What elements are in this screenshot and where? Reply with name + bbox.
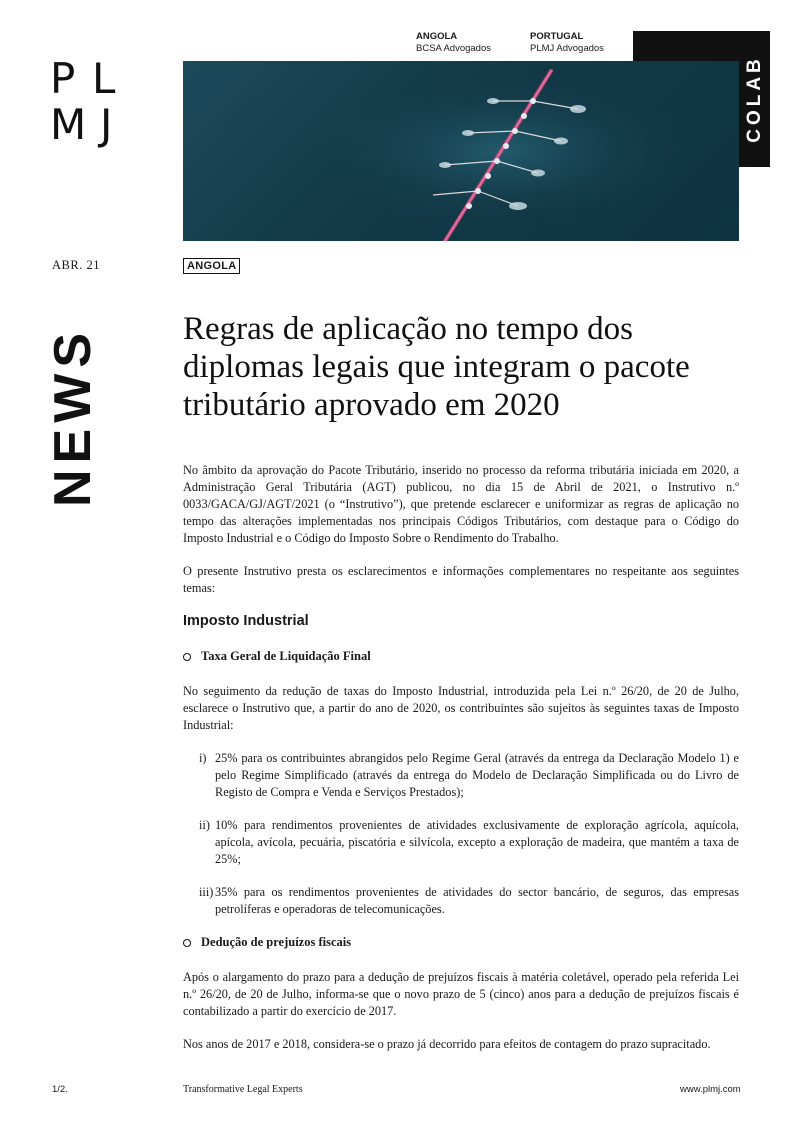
circle-bullet-icon (183, 939, 191, 947)
hero-image-rowing (183, 61, 739, 241)
office-angola (416, 31, 491, 55)
article-title: Regras de aplicação no tempo dos diplomas legais que integram o pacote tributário aprovado em 2020 (183, 311, 690, 423)
subsection-title: Dedução de prejuízos fiscais (201, 935, 352, 949)
logo-letter-l: L (92, 54, 118, 103)
subsection-heading (183, 648, 739, 665)
subsection-heading (183, 934, 739, 951)
news-label: NEWS (44, 327, 102, 507)
section-heading: Imposto Industrial (183, 613, 309, 629)
list-item-text: 35% para os rendimentos provenientes de atividades do sector bancário, de seguros, das empresas petrolíferas e operadoras de telecomunicações. (215, 885, 739, 916)
colab-tag (739, 31, 770, 167)
intro-paragraph: O presente Instrutivo presta os esclarecimentos e informações complementares no respeitante aos seguintes temas: (183, 564, 739, 595)
office-country: PORTUGAL (530, 31, 584, 42)
footer-tagline: Transformative Legal Experts (183, 1084, 303, 1095)
list-item-number: iii) (199, 885, 214, 899)
subsection-title: Taxa Geral de Liquidação Final (201, 649, 371, 663)
office-firm: PLMJ Advogados (530, 43, 604, 54)
footer-url[interactable]: www.plmj.com (680, 1084, 741, 1095)
list-item (199, 817, 739, 868)
body-paragraph: No seguimento da redução de taxas do Imposto Industrial, introduzida pela Lei n.º 26/20, de 20 de Julho, esclarece o Instrutivo que, a partir do ano de 2020, os contribuintes são sujeitos às seguintes taxas de Imposto Industrial: (183, 684, 739, 732)
publication-date: ABR. 21 (52, 258, 100, 272)
list-item-text: 25% para os contribuintes abrangidos pelo Regime Geral (através da entrega da Declaração Modelo 1) e pelo Regime Simplificado (através da entrega do Modelo de Declaração Simplificada ou do Livro de Registo de Compra e Venda e Serviços Prestados); (215, 751, 739, 799)
logo-letter-m: M (50, 100, 89, 149)
office-firm: BCSA Advogados (416, 43, 491, 54)
country-badge: ANGOLA (183, 258, 240, 274)
body-paragraph: Após o alargamento do prazo para a dedução de prejuízos fiscais à matéria coletável, operado pela referida Lei n.º 26/20, de 20 de Julho, informa-se que o novo prazo de 5 (cinco) anos para a dedução de prejuízos fiscais é contabilizado a partir do exercício de 2017. (183, 970, 739, 1018)
body-paragraph: Nos anos de 2017 e 2018, considera-se o prazo já decorrido para efeitos de contagem do prazo supracitado. (183, 1037, 711, 1051)
office-country: ANGOLA (416, 31, 458, 42)
list-item-number: ii) (199, 818, 210, 832)
logo-letter-j: J (100, 100, 115, 149)
rowing-boat-illustration (183, 61, 739, 241)
list-item-number: i) (199, 751, 207, 765)
list-item (199, 884, 739, 918)
circle-bullet-icon (183, 653, 191, 661)
section-label (40, 314, 106, 520)
plmj-logo (50, 54, 134, 150)
logo-letter-p: P (50, 54, 78, 103)
page-number: 1/2. (52, 1084, 68, 1095)
office-portugal (530, 31, 604, 55)
colab-label: COLAB (743, 55, 765, 143)
list-item (199, 750, 739, 801)
article-body (183, 462, 739, 1069)
list-item-text: 10% para rendimentos provenientes de atividades exclusivamente de exploração agrícola, aquícola, apícola, avícola, pecuária, piscatória e silvícola, excepto a exploração de madeira, que mantém a taxa de 25%; (215, 818, 739, 866)
tax-rate-list (199, 750, 739, 918)
intro-paragraph: No âmbito da aprovação do Pacote Tributário, inserido no processo da reforma tributária iniciada em 2020, a Administração Geral Tributária (AGT) publicou, no dia 15 de Abril de 2021, o Instrutivo n.º 0033/GACA/GJ/AGT/2021 (o “Instrutivo”), que pretende esclarecer e uniformizar as regras de aplicação no tempo das alterações implementadas nos principais Códigos Tributários, com destaque para o Código do Imposto Industrial e o Código do Imposto Sobre o Rendimento do Trabalho. (183, 463, 739, 545)
